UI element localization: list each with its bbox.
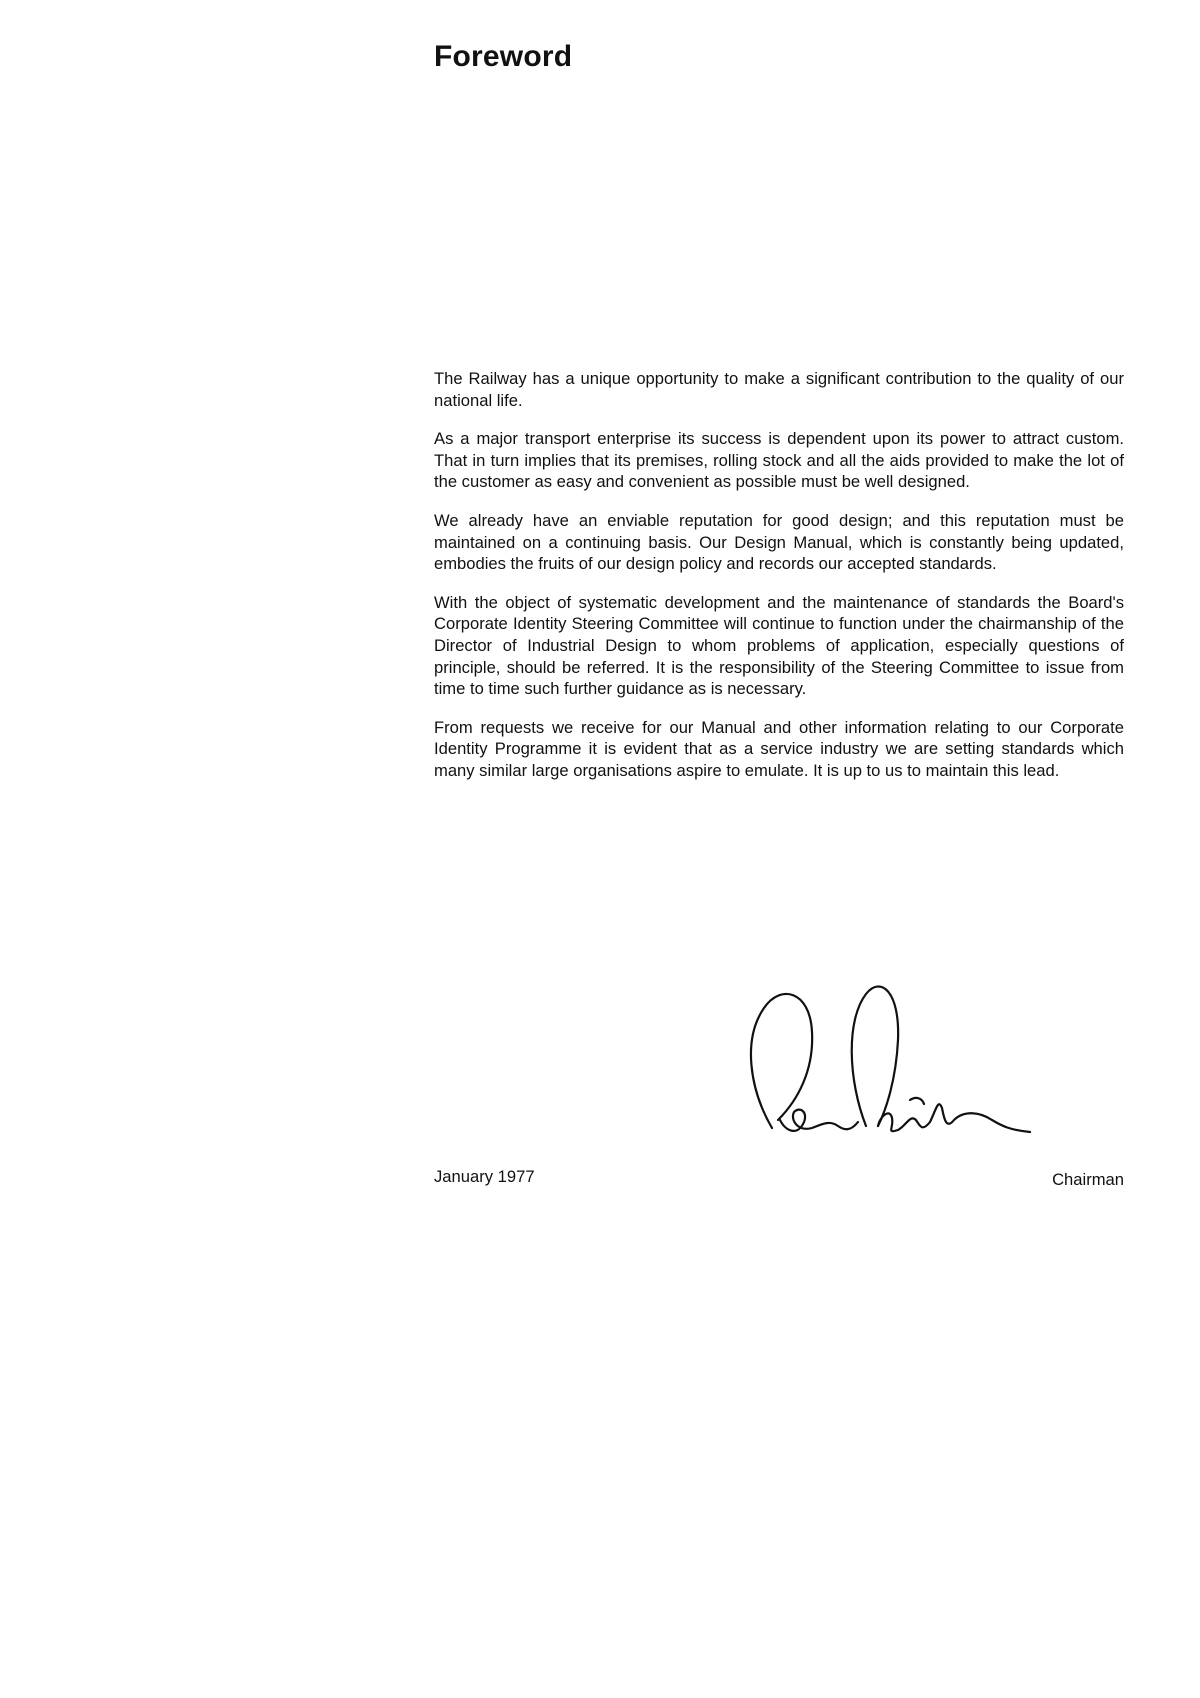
document-date: January 1977 bbox=[434, 1167, 535, 1186]
paragraph-4: With the object of systematic development and the maintenance of standards the Board's Corporate Identity Steering Committee will continue to function under the chairmanship of the Director of Industrial Design to whom problems of application, especially questions of principle, should be referred. It is the responsibility of the Steering Committee to issue from time to time such further guidance as is necessary. bbox=[434, 592, 1124, 699]
page-title: Foreword bbox=[434, 40, 573, 73]
paragraph-5: From requests we receive for our Manual and other information relating to our Corporate Identity Programme it is evident that as a service industry we are setting standards which many similar large organisations aspire to emulate. It is up to us to maintain this lead. bbox=[434, 717, 1124, 780]
foreword-body bbox=[434, 368, 1124, 799]
paragraph-3: We already have an enviable reputation for good design; and this reputation must be maintained on a continuing basis. Our Design Manual, which is constantly being updated, embodies the fruits of our design policy and records our accepted standards. bbox=[434, 510, 1124, 574]
signatory-role: Chairman bbox=[1052, 1170, 1124, 1189]
chairman-signature bbox=[740, 970, 1100, 1170]
paragraph-2: As a major transport enterprise its success is dependent upon its power to attract custom. That in turn implies that its premises, rolling stock and all the aids provided to make the lot of the customer as easy and convenient as possible must be well designed. bbox=[434, 429, 1124, 492]
paragraph-1: The Railway has a unique opportunity to make a significant contribution to the quality of our national life. bbox=[434, 369, 1124, 410]
